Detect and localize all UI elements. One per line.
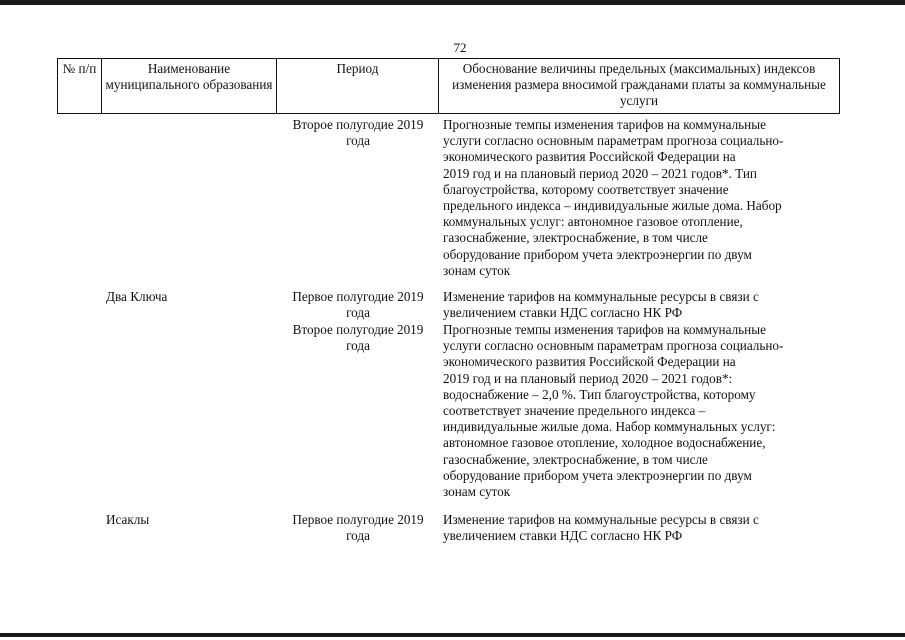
basis-line: увеличением ставки НДС согласно НК РФ [443,528,683,544]
basis-line: газоснабжение, электроснабжение, в том числе [443,451,708,467]
basis-line: услуги согласно основным параметрам прогноза социально- [443,133,784,149]
basis-line: 2019 год и на плановый период 2020 – 2021 годов*: [443,370,733,386]
row-period: Второе полугодие 2019 года [292,322,424,354]
row-basis [443,289,838,321]
row-municipality: Исаклы [106,512,150,527]
row-municipality: Два Ключа [106,289,168,304]
header-num: № п/п [57,58,101,114]
row-period: Второе полугодие 2019 года [292,117,424,149]
row-basis [443,512,838,544]
basis-line: оборудование прибором учета электроэнергии по двум [443,246,752,262]
basis-line: оборудование прибором учета электроэнергии по двум [443,467,752,483]
basis-line: газоснабжение, электроснабжение, в том числе [443,230,708,246]
page-number: 72 [453,40,467,55]
row-period: Первое полугодие 2019 года [292,512,424,544]
header-name: Наименование муниципального образования [101,58,276,114]
basis-line: индивидуальные жилые дома. Набор коммунальных услуг: [443,419,776,435]
basis-line: Прогнозные темпы изменения тарифов на коммунальные [443,322,766,337]
basis-line: благоустройства, которому соответствует значение [443,181,729,197]
row-period: Первое полугодие 2019 года [292,289,424,321]
top-border [0,0,905,5]
basis-line: экономического развития Российской Федерации на [443,149,736,165]
basis-line: услуги согласно основным параметрам прогноза социально- [443,338,784,354]
basis-line: Изменение тарифов на коммунальные ресурсы в связи с [443,512,759,527]
row-basis [443,322,838,500]
basis-line: зонам суток [443,262,511,278]
basis-line: 2019 год и на плановый период 2020 – 2021 годов*. Тип [443,165,757,181]
basis-line: Изменение тарифов на коммунальные ресурсы в связи с [443,289,759,304]
basis-line: водоснабжение – 2,0 %. Тип благоустройства, которому [443,386,756,402]
basis-line: автономное газовое отопление, холодное водоснабжение, [443,435,766,451]
row-basis [443,117,838,279]
basis-line: предельного индекса – индивидуальные жилые дома. Набор [443,198,782,214]
basis-line: увеличением ставки НДС согласно НК РФ [443,305,683,321]
basis-line: Прогнозные темпы изменения тарифов на коммунальные [443,117,766,132]
basis-line: экономического развития Российской Федерации на [443,354,736,370]
basis-line: соответствует значение предельного индекса – [443,403,706,419]
header-basis: Обоснование величины предельных (максимальных) индексов изменения размера вносимой гражданами платы за коммунальные услуги [438,58,840,114]
header-period: Период [276,58,438,114]
bottom-border [0,633,905,637]
basis-line: коммунальных услуг: автономное газовое отопление, [443,214,743,230]
basis-line: зонам суток [443,484,511,500]
